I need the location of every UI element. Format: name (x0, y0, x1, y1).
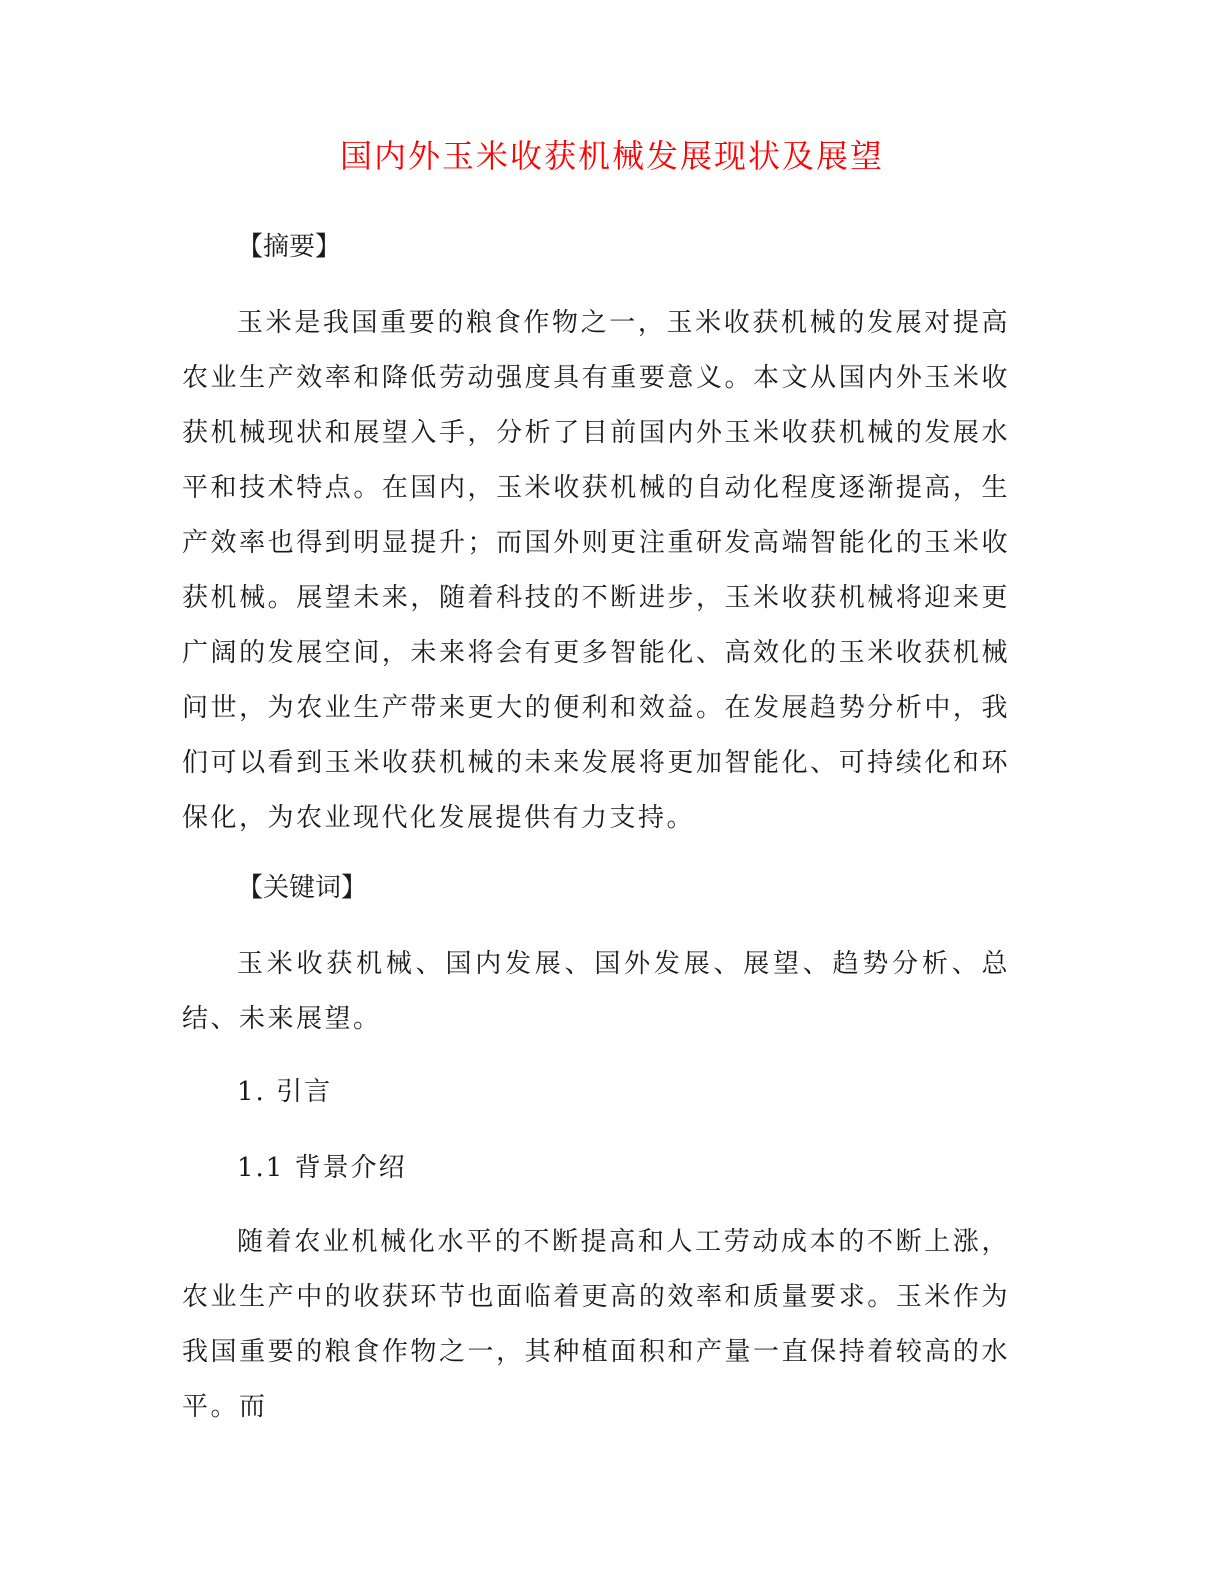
section-heading-background: 1.1 背景介绍 (237, 1153, 407, 1183)
section-heading-introduction: 1. 引言 (237, 1077, 333, 1107)
keywords-paragraph: 玉米收获机械、国内发展、国外发展、展望、趋势分析、总结、未来展望。 (182, 949, 1010, 1034)
document-title: 国内外玉米收获机械发展现状及展望 (339, 137, 884, 175)
keywords-label: 【关键词】 (237, 873, 368, 903)
abstract-label: 【摘要】 (237, 232, 342, 262)
abstract-paragraph: 玉米是我国重要的粮食作物之一，玉米收获机械的发展对提高农业生产效率和降低劳动强度具有重要意义。本文从国内外玉米收获机械现状和展望入手，分析了目前国内外玉米收获机械的发展水平和技术特点。在国内，玉米收获机械的自动化程度逐渐提高，生产效率也得到明显提升；而国外则更注重研发高端智能化的玉米收获机械。展望未来，随着科技的不断进步，玉米收获机械将迎来更广阔的发展空间，未来将会有更多智能化、高效化的玉米收获机械问世，为农业生产带来更大的便利和效益。在发展趋势分析中，我们可以看到玉米收获机械的未来发展将更加智能化、可持续化和环保化，为农业现代化发展提供有力支持。 (182, 308, 1010, 833)
background-paragraph: 随着农业机械化水平的不断提高和人工劳动成本的不断上涨，农业生产中的收获环节也面临着更高的效率和质量要求。玉米作为我国重要的粮食作物之一，其种植面积和产量一直保持着较高的水平。而 (182, 1227, 1010, 1422)
